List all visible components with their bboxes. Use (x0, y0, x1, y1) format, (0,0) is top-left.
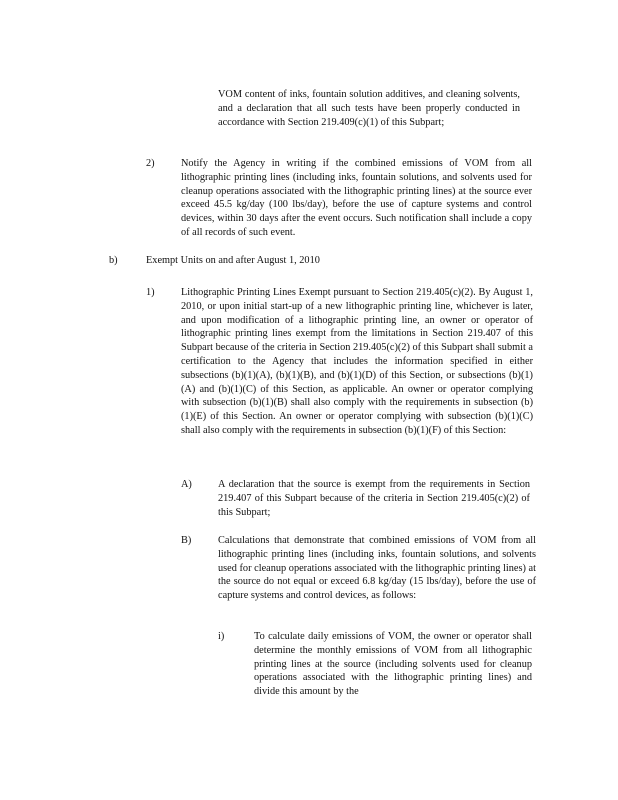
item-A-label: A) (181, 479, 192, 490)
item-b1-label: 1) (146, 287, 155, 298)
item-B-label: B) (181, 535, 192, 546)
item-2-label: 2) (146, 158, 155, 169)
item-i-label: i) (218, 631, 225, 642)
item-b1-paragraph: Lithographic Printing Lines Exempt pursuant to Section 219.405(c)(2). By August 1, 2010, or upon initial start-up of a new lithographic printing line, whichever is later, and upon modification of a lithographic printing line, an owner or operator of lithographic printing lines exempt from the limitations in Section 219.407 of this Subpart because of the criteria in Section 219.405(c)(2) of this Subpart shall submit a certification to the Agency that includes the information specified in either subsections (b)(1)(A), (b)(1)(B), and (b)(1)(D) of this Section, or subsections (b)(1)(A) and (b)(1)(C) of this Section, as applicable. An owner or operator complying with subsection (b)(1)(B) shall also comply with the requirements in subsection (b)(1)(E) of this Section. An owner or operator complying with subsection (b)(1)(C) shall also comply with the requirements in subsection (b)(1)(F) of this Section: (181, 287, 533, 436)
section-b-heading: Exempt Units on and after August 1, 2010 (146, 255, 320, 266)
item-A-paragraph: A declaration that the source is exempt from the requirements in Section 219.407 of this Subpart because of the criteria in Section 219.405(c)(2) of this Subpart; (218, 479, 530, 518)
item-B-paragraph: Calculations that demonstrate that combined emissions of VOM from all lithographic printing lines (including inks, fountain solutions, and solvents used for cleanup operations associated with the lithographic printing lines) at the source do not equal or exceed 6.8 kg/day (15 lbs/day), before the use of capture systems and control devices, as follows: (218, 535, 536, 602)
item-i-paragraph: To calculate daily emissions of VOM, the owner or operator shall determine the monthly emissions of VOM from all lithographic printing lines at the source (including solvents used for cleanup operations associated with the lithographic printing lines) and divide this amount by the (254, 631, 532, 698)
item-2-paragraph: Notify the Agency in writing if the combined emissions of VOM from all lithographic printing lines (including inks, fountain solutions, and solvents used for cleanup operations associated with the lithographic printing lines) at the source ever exceed 45.5 kg/day (100 lbs/day), before the use of capture systems and control devices, within 30 days after the event occurs. Such notification shall include a copy of all records of such event. (181, 158, 532, 238)
section-b-label: b) (109, 255, 118, 266)
continuation-paragraph: VOM content of inks, fountain solution additives, and cleaning solvents, and a declaration that all such tests have been properly conducted in accordance with Section 219.409(c)(1) of this Subpart; (218, 89, 520, 128)
